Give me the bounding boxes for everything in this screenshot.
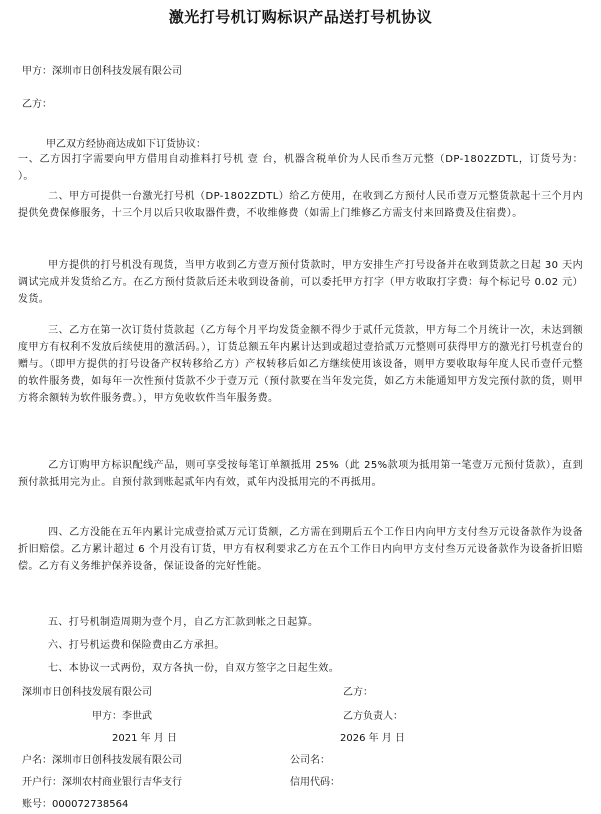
bank-account-number: 账号：000072738564 <box>22 799 129 810</box>
signature-date-a: 2021 年 月 日 <box>112 733 177 744</box>
clause-7 <box>18 660 583 677</box>
party-a-line: 甲方：深圳市日创科技发展有限公司 <box>22 66 182 77</box>
clause-3b-text: 乙方订购甲方标识配线产品，则可享受按每笔订单额抵用 25%（此 25%款项为抵用第一笔壹万元预付货款），直到预付款抵用完为止。自预付款到账起贰年内有效，贰年内没抵用完的不再抵用。 <box>18 460 583 488</box>
signature-company-b: 乙方： <box>343 687 373 698</box>
clause-1-text: 一、乙方因打字需要向甲方借用自动推料打号机 壹 台，机器含税单价为人民币叁万元整（DP-1802ZDTL，订货号为： ）。 <box>18 154 583 182</box>
clause-3 <box>18 322 583 407</box>
signature-rep-a: 甲方：李世武 <box>92 711 152 722</box>
clause-4 <box>18 524 583 575</box>
clause-6 <box>18 637 583 654</box>
clause-2-text: 二、甲方可提供一台激光打号机（DP-1802ZDTL）给乙方使用，在收到乙方预付人民币壹万元整货款起十三个月内提供免费保修服务，十三个月以后只收取器件费，不收维修费（如需上门维修乙方需支付来回路费及住宿费）。 <box>18 191 583 219</box>
bank-account-name: 户名：深圳市日创科技发展有限公司 <box>22 755 182 766</box>
clause-6-text: 六、打号机运费和保险费由乙方承担。 <box>48 640 225 651</box>
clause-2b <box>18 257 583 308</box>
intro-text: 甲乙双方经协商达成如下订货协议： <box>46 139 206 150</box>
party-b-line: 乙方： <box>22 99 52 110</box>
clause-1 <box>18 151 583 185</box>
clause-2b-text: 甲方提供的打号机没有现货，当甲方收到乙方壹万预付货款时，甲方安排生产打号设备并在收到货款之日起 30 天内调试完成并发货给乙方。在乙方预付货款后还未收到设备前，可以委托甲方打字（甲方收取打字费：每个标记号 0.02 元）发货。 <box>18 260 584 305</box>
clause-2 <box>18 188 583 222</box>
signature-rep-b: 乙方负责人： <box>343 711 403 722</box>
document-title: 激光打号机订购标识产品送打号机协议 <box>168 8 433 26</box>
clause-5 <box>18 614 583 631</box>
signature-date-b: 2026 年 月 日 <box>340 733 405 744</box>
bank-company-name: 公司名： <box>290 755 330 766</box>
clause-7-text: 七、本协议一式两份，双方各执一份，自双方签字之日起生效。 <box>48 663 340 674</box>
bank-credit-code: 信用代码： <box>290 777 340 788</box>
clause-5-text: 五、打号机制造周期为壹个月，自乙方汇款到帐之日起算。 <box>48 617 319 628</box>
clause-3-text: 三、乙方在第一次订货付货款起（乙方每个月平均发货金额不得少于贰仟元货款，甲方每二个月统计一次，未达到额度甲方有权利不发放后续使用的激活码。），订货总额五年内累计达到或超过壹拾贰万元整则可获得甲方的激光打号机壹台的赠与。（即甲方提供的打号设备产权转移给乙方）产权转移后如乙方继续使用该设备，则甲方要收取每年度人民币壹仟元整的软件服务费，如每年一次性预付货款不少于壹万元（预付款要在当年发完货，如乙方未能通知甲方发完预付款的货，则甲方将余额转为软件服务费。），甲方免收软件当年服务费。 <box>18 325 583 404</box>
clause-4-text: 四、乙方没能在五年内累计完成壹拾贰万元订货额，乙方需在到期后五个工作日内向甲方支付叁万元设备款作为设备折旧赔偿。乙方累计超过 6 个月没有订货，甲方有权利要求乙方在五个工作日内向甲方支付叁万元设备款作为设备折旧赔偿。乙方有义务维护保养设备，保证设备的完好性能。 <box>18 527 583 572</box>
signature-company-a: 深圳市日创科技发展有限公司 <box>22 687 152 698</box>
clause-3b <box>18 457 583 491</box>
bank-name: 开户行：深圳农村商业银行吉华支行 <box>22 777 182 788</box>
